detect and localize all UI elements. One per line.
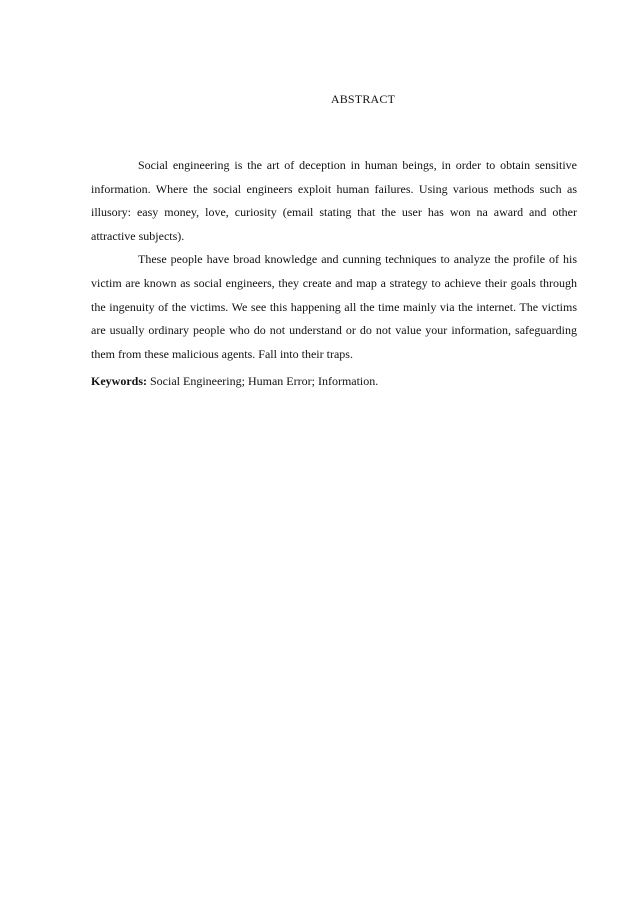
abstract-paragraph-2: These people have broad knowledge and cunning techniques to analyze the profile of his victim are known as social engineers, they create and map a strategy to achieve their goals through the ingenuity of the victims. We see this happening all the time mainly via the internet. The victims are usually ordinary people who do not understand or do not value your information, safeguarding them from these malicious agents. Fall into their traps. <box>91 252 577 361</box>
keywords-line <box>91 370 577 394</box>
abstract-paragraph-1: Social engineering is the art of deception in human beings, in order to obtain sensitive information. Where the social engineers exploit human failures. Using various methods such as illusory: easy money, love, curiosity (email stating that the user has won na award and other attractive subjects). <box>91 158 577 243</box>
keywords-text: Social Engineering; Human Error; Information. <box>150 374 379 388</box>
keywords-label: Keywords: <box>91 374 147 388</box>
abstract-body <box>91 154 577 366</box>
abstract-title: ABSTRACT <box>330 92 396 106</box>
